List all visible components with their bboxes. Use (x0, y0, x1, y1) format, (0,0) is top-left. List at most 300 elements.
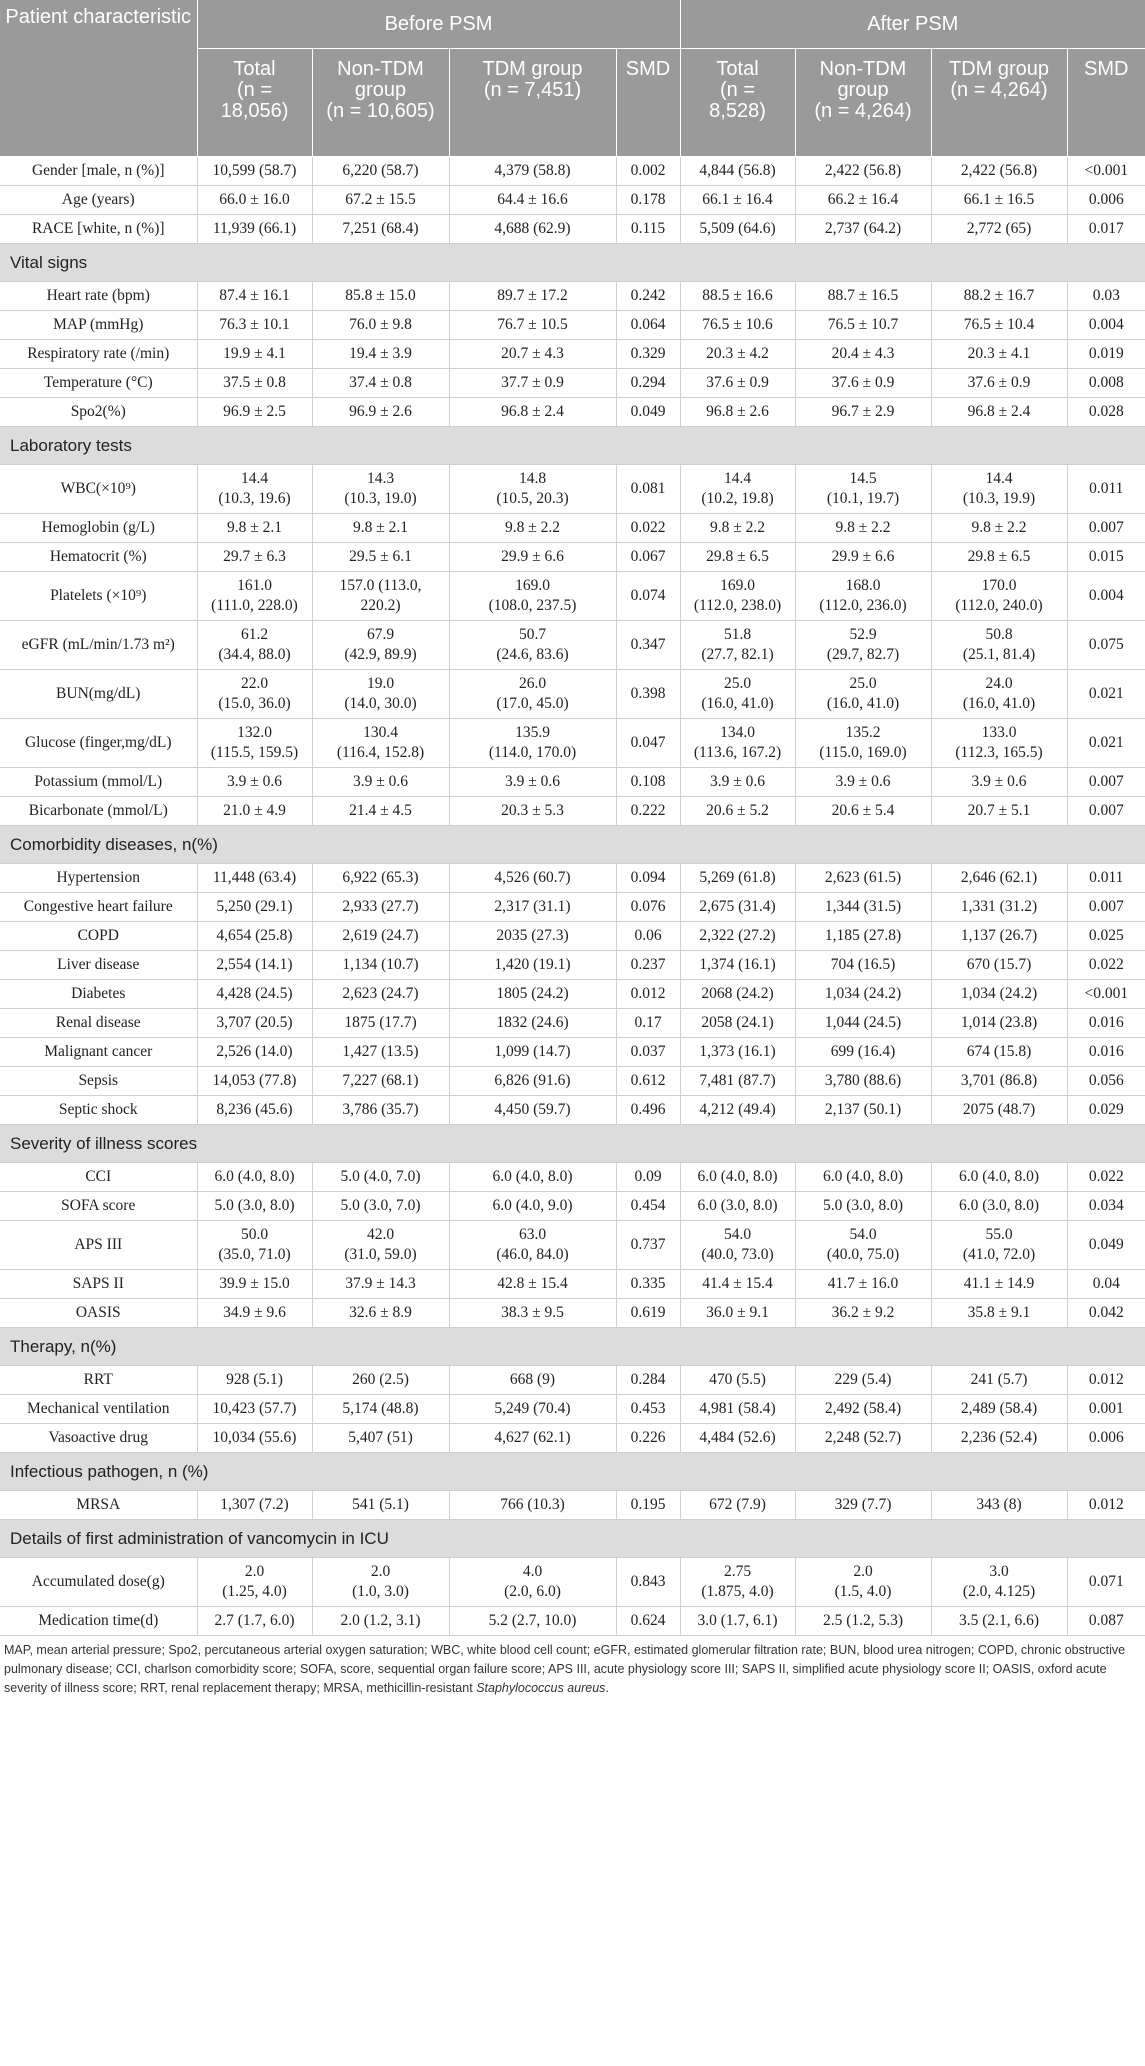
table-cell (449, 1009, 616, 1038)
table-cell (931, 1491, 1067, 1520)
cell-line: Respiratory rate (/min) (27, 345, 170, 362)
cell-line: (46.0, 84.0) (496, 1246, 569, 1263)
cell-line: 4,428 (24.5) (216, 985, 293, 1002)
cell-line: 0.029 (1088, 1101, 1124, 1118)
cell-line: 2.7 (1.7, 6.0) (214, 1612, 295, 1629)
table-cell (795, 157, 931, 186)
cell-line: 6.0 (3.0, 8.0) (697, 1197, 778, 1214)
table-cell (931, 922, 1067, 951)
cell-line: MAP (mmHg) (53, 316, 144, 333)
cell-line: 699 (16.4) (830, 1043, 896, 1060)
row-label (0, 621, 197, 670)
cell-line: 2,619 (24.7) (342, 927, 419, 944)
table-cell (1067, 621, 1145, 670)
cell-line: RACE [white, n (%)] (31, 220, 165, 237)
table-cell (197, 157, 312, 186)
cell-line: 66.1 ± 16.5 (963, 191, 1035, 208)
table-cell (680, 1366, 795, 1395)
table-cell (680, 186, 795, 215)
cell-line: 39.9 ± 15.0 (219, 1275, 290, 1292)
cell-line: (10.3, 19.0) (344, 490, 417, 507)
cell-line: 0.017 (1088, 220, 1124, 237)
section-row (0, 1453, 1145, 1491)
cell-line: 20.6 ± 5.2 (706, 802, 769, 819)
row-label (0, 951, 197, 980)
cell-line: (112.0, 236.0) (819, 597, 907, 614)
table-cell (449, 369, 616, 398)
cell-line: (111.0, 228.0) (211, 597, 298, 614)
table-cell (1067, 1558, 1145, 1607)
cell-line: (112.0, 238.0) (693, 597, 782, 614)
table-cell (1067, 1424, 1145, 1453)
cell-line: 5,174 (48.8) (342, 1400, 419, 1417)
table-cell (1067, 157, 1145, 186)
table-cell (197, 1558, 312, 1607)
cell-line: 4,212 (49.4) (699, 1101, 776, 1118)
cell-line: 14.4 (240, 470, 269, 487)
cell-line: 2,554 (14.1) (216, 956, 293, 973)
table-cell (1067, 1221, 1145, 1270)
row-label (0, 1366, 197, 1395)
cell-line: 6.0 (4.0, 8.0) (697, 1168, 778, 1185)
cell-line: 4,379 (58.8) (494, 162, 571, 179)
table-row (0, 543, 1145, 572)
cell-line: 0.612 (630, 1072, 666, 1089)
cell-line: 9.8 ± 2.1 (226, 519, 282, 536)
cell-line: 133.0 (981, 724, 1017, 741)
table-cell (1067, 1009, 1145, 1038)
cell-line: 22.0 (240, 675, 269, 692)
cell-line: Renal disease (55, 1014, 141, 1031)
cell-line: (29.7, 82.7) (826, 646, 900, 663)
cell-line: 0.843 (630, 1573, 666, 1590)
table-cell (680, 215, 795, 244)
table-row (0, 1038, 1145, 1067)
cell-line: (40.0, 73.0) (701, 1246, 774, 1263)
table-cell (680, 1299, 795, 1328)
row-label (0, 1009, 197, 1038)
cell-line: 3,780 (88.6) (824, 1072, 902, 1089)
table-row (0, 1491, 1145, 1520)
row-label (0, 893, 197, 922)
table-cell (312, 1009, 449, 1038)
cell-line: (114.0, 170.0) (488, 744, 577, 761)
cell-line: 3.0 (989, 1563, 1009, 1580)
cell-line: 541 (5.1) (352, 1496, 409, 1513)
table-cell (449, 1163, 616, 1192)
table-cell (449, 543, 616, 572)
table-cell (1067, 282, 1145, 311)
table-cell (795, 282, 931, 311)
table-cell (616, 797, 680, 826)
table-cell (312, 1558, 449, 1607)
cell-line: 0.007 (1088, 773, 1124, 790)
cell-line: 4,526 (60.7) (494, 869, 571, 886)
cell-line: 21.0 ± 4.9 (223, 802, 286, 819)
table-cell (312, 282, 449, 311)
table-cell (795, 1163, 931, 1192)
table-cell (680, 768, 795, 797)
cell-line: (113.6, 167.2) (693, 744, 782, 761)
cell-line: 0.047 (630, 734, 666, 751)
table-cell (312, 311, 449, 340)
cell-line: 10,423 (57.7) (212, 1400, 297, 1417)
cell-line: 0.056 (1088, 1072, 1124, 1089)
cell-line: 0.012 (1088, 1371, 1124, 1388)
table-cell (931, 1221, 1067, 1270)
cell-line: 2,322 (27.2) (699, 927, 776, 944)
row-label (0, 369, 197, 398)
table-row (0, 1067, 1145, 1096)
cell-line: 7,481 (87.7) (699, 1072, 776, 1089)
cell-line: (112.0, 240.0) (955, 597, 1043, 614)
cell-line: 1,374 (16.1) (699, 956, 776, 973)
row-label (0, 980, 197, 1009)
table-cell (449, 157, 616, 186)
cell-line: 3.9 ± 0.6 (835, 773, 891, 790)
table-cell (616, 951, 680, 980)
cell-line: 0.012 (630, 985, 666, 1002)
cell-line: 66.2 ± 16.4 (827, 191, 899, 208)
cell-line: 37.5 ± 0.8 (223, 374, 286, 391)
cell-line: 42.8 ± 15.4 (497, 1275, 568, 1292)
table-cell (680, 893, 795, 922)
table-cell (680, 951, 795, 980)
table-cell (1067, 1299, 1145, 1328)
cell-line: 0.034 (1088, 1197, 1124, 1214)
table-row (0, 572, 1145, 621)
table-cell (931, 1424, 1067, 1453)
cell-line: 2,492 (58.4) (824, 1400, 902, 1417)
cell-line: 76.5 ± 10.4 (963, 316, 1035, 333)
cell-line: (10.3, 19.6) (218, 490, 291, 507)
cell-line: 170.0 (981, 577, 1017, 594)
row-label (0, 768, 197, 797)
table-row (0, 797, 1145, 826)
table-cell (680, 922, 795, 951)
cell-line: 2,737 (64.2) (824, 220, 902, 237)
cell-line: 130.4 (363, 724, 398, 741)
table-cell (1067, 1491, 1145, 1520)
table-cell (197, 369, 312, 398)
table-cell (312, 1607, 449, 1636)
cell-line: 0.17 (634, 1014, 662, 1031)
table-cell (616, 1192, 680, 1221)
cell-line: 134.0 (720, 724, 755, 741)
column-header-line: TDM group (482, 58, 583, 80)
cell-line: 2,248 (52.7) (824, 1429, 902, 1446)
table-cell (795, 719, 931, 768)
table-cell (197, 1192, 312, 1221)
table-cell (312, 1038, 449, 1067)
table-cell (616, 1491, 680, 1520)
table-cell (197, 1395, 312, 1424)
table-cell (931, 465, 1067, 514)
cell-line: 14.4 (723, 470, 752, 487)
cell-line: 29.8 ± 6.5 (706, 548, 769, 565)
cell-line: 52.9 (849, 626, 877, 643)
table-row (0, 514, 1145, 543)
cell-line: (115.5, 159.5) (210, 744, 299, 761)
cell-line: 0.064 (630, 316, 666, 333)
table-cell (931, 768, 1067, 797)
cell-line: 3.9 ± 0.6 (352, 773, 408, 790)
cell-line: 0.021 (1088, 734, 1124, 751)
table-cell (616, 1299, 680, 1328)
cell-line: 1,034 (24.2) (960, 985, 1038, 1002)
table-cell (795, 465, 931, 514)
table-cell (1067, 1096, 1145, 1125)
row-label (0, 864, 197, 893)
table-cell (197, 1491, 312, 1520)
cell-line: 161.0 (237, 577, 272, 594)
cell-line: 672 (7.9) (709, 1496, 766, 1513)
cell-line: WBC(×10⁹) (60, 480, 136, 497)
cell-line: 96.8 ± 2.4 (501, 403, 564, 420)
column-header (680, 49, 795, 157)
cell-line: 0.453 (630, 1400, 666, 1417)
after-psm-header: After PSM (680, 0, 1145, 49)
table-cell (197, 282, 312, 311)
column-header-line: Non-TDM (819, 58, 907, 80)
table-cell (680, 157, 795, 186)
table-cell (449, 1038, 616, 1067)
row-label (0, 514, 197, 543)
table-cell (680, 980, 795, 1009)
cell-line: 37.6 ± 0.9 (706, 374, 769, 391)
cell-line: 55.0 (985, 1226, 1013, 1243)
table-cell (1067, 797, 1145, 826)
cell-line: 21.4 ± 4.5 (349, 802, 412, 819)
table-cell (931, 621, 1067, 670)
cell-line: 20.3 ± 5.3 (501, 802, 564, 819)
table-header (0, 0, 1145, 157)
cell-line: 9.8 ± 2.2 (835, 519, 891, 536)
table-row (0, 1096, 1145, 1125)
table-row (0, 922, 1145, 951)
cell-line: (112.3, 165.5) (955, 744, 1043, 761)
table-cell (449, 1270, 616, 1299)
cell-line: 220.2) (360, 597, 401, 614)
row-label (0, 1192, 197, 1221)
cell-line: 0.624 (630, 1612, 666, 1629)
table-cell (312, 465, 449, 514)
table-cell (197, 1270, 312, 1299)
cell-line: 9.8 ± 2.2 (504, 519, 560, 536)
cell-line: 0.022 (1088, 1168, 1124, 1185)
cell-line: 5.0 (4.0, 7.0) (340, 1168, 421, 1185)
table-cell (931, 1192, 1067, 1221)
row-label (0, 1096, 197, 1125)
table-cell (680, 543, 795, 572)
table-cell (197, 465, 312, 514)
cell-line: 10,034 (55.6) (212, 1429, 297, 1446)
cell-line: 50.7 (518, 626, 547, 643)
table-cell (616, 1009, 680, 1038)
cell-line: 41.7 ± 16.0 (827, 1275, 899, 1292)
cell-line: 241 (5.7) (970, 1371, 1028, 1388)
cell-line: 132.0 (237, 724, 272, 741)
table-cell (449, 1607, 616, 1636)
cell-line: 29.8 ± 6.5 (967, 548, 1031, 565)
cell-line: 7,227 (68.1) (342, 1072, 419, 1089)
table-cell (1067, 1366, 1145, 1395)
cell-line: Congestive heart failure (23, 898, 173, 915)
column-header-line: group (837, 79, 889, 101)
cell-line: 1,137 (26.7) (960, 927, 1038, 944)
table-row (0, 719, 1145, 768)
table-cell (312, 864, 449, 893)
cell-line: 0.454 (630, 1197, 666, 1214)
table-cell (312, 951, 449, 980)
cell-line: 0.195 (630, 1496, 666, 1513)
cell-line: 1,134 (10.7) (342, 956, 419, 973)
table-cell (680, 282, 795, 311)
table-cell (931, 951, 1067, 980)
cell-line: 6.0 (3.0, 8.0) (958, 1197, 1040, 1214)
cell-line: 2,623 (24.7) (342, 985, 419, 1002)
cell-line: 2.75 (723, 1563, 752, 1580)
cell-line: Spo2(%) (70, 403, 126, 420)
table-cell (795, 1096, 931, 1125)
table-cell (449, 311, 616, 340)
table-cell (197, 311, 312, 340)
cell-line: 0.011 (1089, 480, 1124, 497)
table-cell (1067, 768, 1145, 797)
table-cell (312, 719, 449, 768)
cell-line: 1,044 (24.5) (824, 1014, 902, 1031)
table-cell (931, 719, 1067, 768)
cell-line: Diabetes (71, 985, 126, 1002)
table-row (0, 980, 1145, 1009)
table-cell (616, 157, 680, 186)
cell-line: Hypertension (56, 869, 140, 886)
cell-line: 3.9 ± 0.6 (226, 773, 282, 790)
cell-line: 76.3 ± 10.1 (219, 316, 290, 333)
cell-line: <0.001 (1084, 985, 1129, 1002)
cell-line: 1,420 (19.1) (494, 956, 571, 973)
table-cell (449, 768, 616, 797)
table-cell (1067, 1395, 1145, 1424)
table-row (0, 1192, 1145, 1221)
cell-line: 6.0 (4.0, 8.0) (958, 1168, 1040, 1185)
cell-line: 6.0 (4.0, 8.0) (214, 1168, 295, 1185)
table-cell (449, 1221, 616, 1270)
cell-line: 4,627 (62.1) (494, 1429, 571, 1446)
table-cell (312, 157, 449, 186)
table-cell (1067, 340, 1145, 369)
table-cell (795, 369, 931, 398)
cell-line: 6.0 (4.0, 9.0) (492, 1197, 573, 1214)
table-cell (616, 1366, 680, 1395)
table-cell (197, 398, 312, 427)
row-label (0, 1607, 197, 1636)
cell-line: 169.0 (720, 577, 755, 594)
column-header-line: (n = 4,264) (814, 100, 912, 122)
table-row (0, 864, 1145, 893)
table-cell (1067, 670, 1145, 719)
table-cell (680, 864, 795, 893)
table-cell (931, 1270, 1067, 1299)
row-label (0, 1395, 197, 1424)
cell-line: 37.9 ± 14.3 (345, 1275, 416, 1292)
cell-line: 88.5 ± 16.6 (702, 287, 773, 304)
cell-line: 0.016 (1088, 1014, 1124, 1031)
cell-line: 0.398 (630, 685, 666, 702)
column-header (449, 49, 616, 157)
cell-line: (10.2, 19.8) (701, 490, 774, 507)
table-cell (616, 1163, 680, 1192)
column-header-line: 18,056) (220, 100, 289, 122)
table-cell (931, 398, 1067, 427)
cell-line: 4,450 (59.7) (494, 1101, 571, 1118)
row-label (0, 1038, 197, 1067)
table-cell (1067, 1163, 1145, 1192)
table-cell (1067, 311, 1145, 340)
column-header-line: (n = (720, 79, 756, 101)
cell-line: 37.7 ± 0.9 (501, 374, 564, 391)
table-cell (616, 311, 680, 340)
column-header (795, 49, 931, 157)
table-cell (931, 340, 1067, 369)
table-row (0, 369, 1145, 398)
cell-line: 20.6 ± 5.4 (831, 802, 895, 819)
cell-line: MRSA (76, 1496, 121, 1513)
table-cell (795, 1558, 931, 1607)
cell-line: 0.284 (630, 1371, 666, 1388)
table-cell (680, 1163, 795, 1192)
cell-line: 0.004 (1088, 316, 1124, 333)
table-cell (931, 797, 1067, 826)
table-cell (616, 922, 680, 951)
table-cell (795, 1192, 931, 1221)
table-cell (931, 670, 1067, 719)
cell-line: 14.3 (366, 470, 395, 487)
row-label (0, 922, 197, 951)
table-cell (197, 1299, 312, 1328)
table-cell (197, 1366, 312, 1395)
cell-line: (16.0, 41.0) (701, 695, 774, 712)
table-row (0, 340, 1145, 369)
cell-line: SOFA score (61, 1197, 136, 1214)
cell-line: 1832 (24.6) (496, 1014, 569, 1031)
table-row (0, 1366, 1145, 1395)
cell-line: 2,317 (31.1) (494, 898, 571, 915)
table-cell (795, 1299, 931, 1328)
table-cell (795, 215, 931, 244)
cell-line: 9.8 ± 2.2 (710, 519, 766, 536)
cell-line: 19.4 ± 3.9 (349, 345, 412, 362)
cell-line: 0.237 (630, 956, 666, 973)
column-header (931, 49, 1067, 157)
table-cell (795, 1038, 931, 1067)
row-label (0, 311, 197, 340)
table-cell (795, 1424, 931, 1453)
cell-line: Sepsis (78, 1072, 119, 1089)
row-label (0, 398, 197, 427)
cell-line: 766 (10.3) (500, 1496, 565, 1513)
cell-line: Potassium (mmol/L) (34, 773, 163, 790)
cell-line: 0.028 (1088, 403, 1124, 420)
table-cell (312, 572, 449, 621)
cell-line: 3.9 ± 0.6 (504, 773, 560, 790)
cell-line: 3,707 (20.5) (216, 1014, 293, 1031)
cell-line: 0.074 (630, 587, 666, 604)
cell-line: 0.007 (1088, 519, 1124, 536)
cell-line: 14.4 (985, 470, 1013, 487)
cell-line: 670 (15.7) (966, 956, 1032, 973)
table-cell (197, 1009, 312, 1038)
